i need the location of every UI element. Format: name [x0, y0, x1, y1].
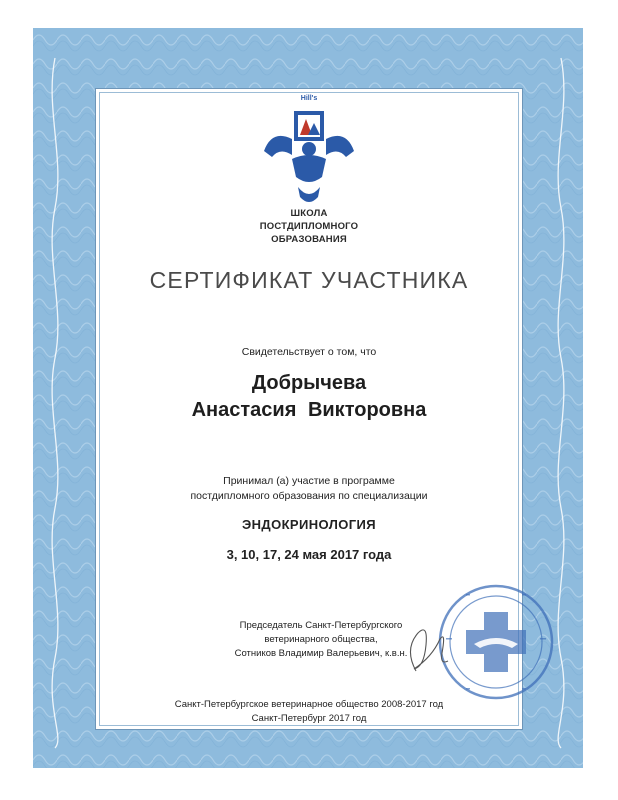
- witness-text: Свидетельствует о том, что: [241, 346, 377, 358]
- footer-city-year: Санкт-Петербург 2017 год: [251, 713, 367, 724]
- certificate-body: [95, 88, 523, 730]
- footer-organization: Санкт-Петербургское ветеринарное общество 2008-2017 год: [174, 699, 444, 710]
- chairman-title: Председатель Санкт-Петербургского: [239, 620, 403, 631]
- recipient-given-name: Анастасия Викторовна: [191, 399, 427, 421]
- program-dates: 3, 10, 17, 24 мая 2017 года: [226, 547, 392, 562]
- logo-brand-text: Hill's: [300, 95, 318, 102]
- recipient-surname: Добрычева: [251, 372, 367, 394]
- chairman-name: Сотников Владимир Валерьевич, к.в.н.: [234, 648, 408, 659]
- school-name: [96, 207, 522, 246]
- chairman-block: [196, 619, 446, 661]
- certificate-frame: [33, 28, 583, 768]
- specialization: ЭНДОКРИНОЛОГИЯ: [241, 517, 377, 532]
- certificate-title: СЕРТИФИКАТ УЧАСТНИКА: [149, 267, 469, 293]
- chairman-organization: ветеринарного общества,: [264, 634, 378, 645]
- school-name-line: ШКОЛА: [290, 208, 328, 219]
- school-name-line: ПОСТДИПЛОМНОГО: [259, 221, 359, 232]
- participation-text-line1: Принимал (а) участие в программе: [223, 475, 395, 487]
- participation-text-line2: постдипломного образования по специализации: [190, 490, 428, 502]
- school-name-line: ОБРАЗОВАНИЯ: [271, 234, 347, 245]
- hills-school-logo-icon: [96, 111, 522, 211]
